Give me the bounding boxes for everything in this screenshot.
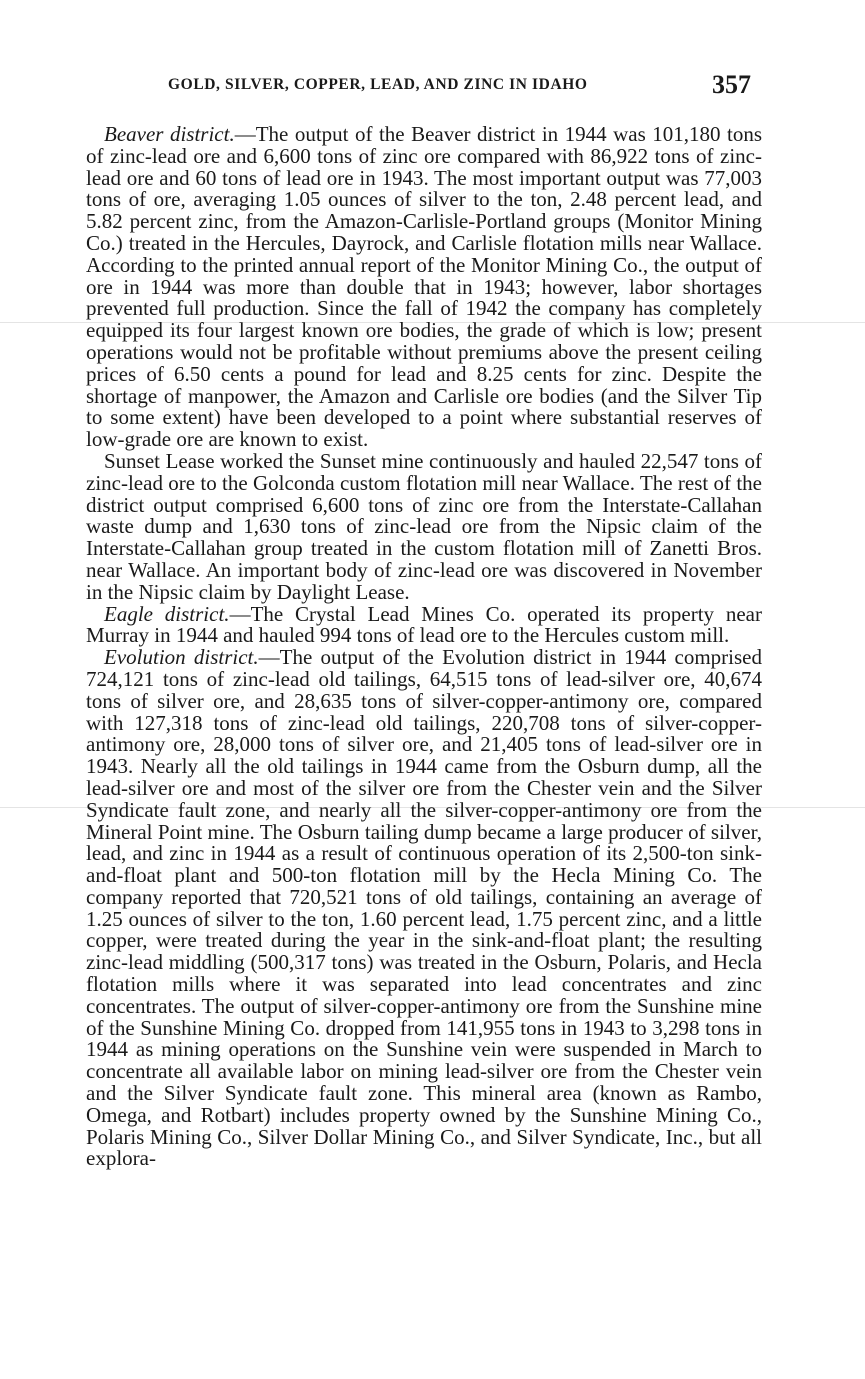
paragraph-text: —The Crystal Lead Mines Co. operated its property near Murray in 1944 and hauled 994 tons of lead ore to the Hercules custom mill. [86, 601, 762, 648]
body-text [86, 124, 762, 1170]
paragraph-text: Sunset Lease worked the Sunset mine continuously and hauled 22,547 tons of zinc-lead ore to the Golconda custom flotation mill near Wallace. The rest of the district output comprised 6,600 tons of zinc ore from the Interstate-Callahan waste dump and 1,630 tons of zinc-lead ore from the Nipsic claim of the Interstate-Callahan group treated in the custom flotation mill of Zanetti Bros. near Wallace. An important body of zinc-lead ore was discovered in November in the Nipsic claim by Daylight Lease. [86, 448, 762, 604]
paragraph-eagle-district [86, 601, 762, 648]
running-head: GOLD, SILVER, COPPER, LEAD, AND ZINC IN IDAHO [168, 76, 588, 93]
page-number: 357 [712, 70, 751, 99]
paragraph-text: —The output of the Evolution district in 1944 comprised 724,121 tons of zinc-lead old tailings, 64,515 tons of lead-silver ore, 40,674 tons of silver ore, and 28,635 tons of silver-copper-antimony ore, compared with 127,318 tons of zinc-lead old tailings, 220,708 tons of silver-copper-antimony ore, 28,000 tons of silver ore, and 21,405 tons of lead-silver ore in 1943. Nearly all the old tailings in 1944 came from the Osburn dump, all the lead-silver ore and most of the silver ore from the Chester vein and the Silver Syndicate fault zone, and nearly all the silver-copper-antimony ore from the Mineral Point mine. The Osburn tailing dump became a large producer of silver, lead, and zinc in 1944 as a result of continuous operation of its 2,500-ton sink-and-float plant and 500-ton flotation mill by the Hecla Mining Co. The company reported that 720,521 tons of old tailings, containing an average of 1.25 ounces of silver to the ton, 1.60 percent lead, 1.75 percent zinc, and a little copper, were treated during the year in the sink-and-float plant; the resulting zinc-lead middling (500,317 tons) was treated in the Osburn, Polaris, and Hecla flotation mills where it was separated into lead concentrates and zinc concentrates. The output of silver-copper-antimony ore from the Sunshine mine of the Sunshine Mining Co. dropped from 141,955 tons in 1943 to 3,298 tons in 1944 as mining operations on the Sunshine vein were suspended in March to concentrate all available labor on mining lead-silver ore from the Chester vein and the Silver Syndicate fault zone. This mineral area (known as Rambo, Omega, and Rotbart) includes property owned by the Sunshine Mining Co., Polaris Mining Co., Silver Dollar Mining Co., and Silver Syndicate, Inc., but all explora- [86, 645, 763, 1171]
paragraph-beaver-district [86, 124, 762, 451]
run-in-heading: Eagle district. [104, 601, 230, 626]
run-in-heading: Evolution district. [104, 645, 259, 670]
paragraph-evolution-district [86, 647, 762, 1170]
paragraph-sunset-lease [86, 448, 762, 604]
run-in-heading: Beaver district. [104, 122, 235, 146]
paragraph-text: —The output of the Beaver district in 1944 was 101,180 tons of zinc-lead ore and 6,600 tons of zinc ore compared with 86,922 tons of zinc-lead ore and 60 tons of lead ore in 1943. The most important output was 77,003 tons of ore, averaging 1.05 ounces of silver to the ton, 2.48 percent lead, and 5.82 percent zinc, from the Amazon-Carlisle-Portland groups (Monitor Mining Co.) treated in the Hercules, Dayrock, and Carlisle flotation mills near Wallace. According to the printed annual report of the Monitor Mining Co., the output of ore in 1944 was more than double that in 1943; however, labor shortages prevented full production. Since the fall of 1942 the company has completely equipped its four largest known ore bodies, the grade of which is low; present operations would not be profitable without premiums above the present ceiling prices of 6.50 cents a pound for lead and 8.25 cents for zinc. Despite the shortage of manpower, the Amazon and Carlisle ore bodies (and the Silver Tip to some extent) have been developed to a point where substantial reserves of low-grade ore are known to exist. [86, 122, 762, 452]
